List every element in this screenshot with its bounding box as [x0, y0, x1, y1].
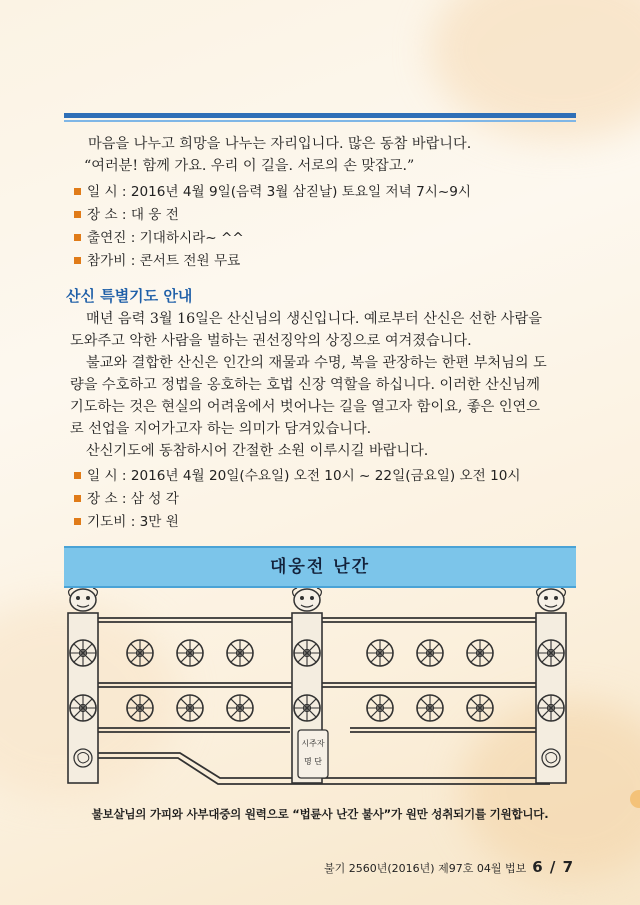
sign-text: 명 단 [304, 757, 322, 766]
top-rule [64, 113, 576, 118]
page-footer [324, 858, 574, 876]
info-value: 2016년 4월 20일(수요일) 오전 10시 ~ 22일(금요일) 오전 10시 [130, 468, 521, 484]
info-item: 기도비 : 3만 원 [74, 512, 179, 532]
info-label: 일 시 [87, 184, 118, 200]
info-label: 출연진 [87, 230, 127, 246]
info-label: 참가비 [87, 253, 127, 269]
paragraph-line: 산신기도에 동참하시어 간절한 소원 이루시길 바랍니다. [86, 443, 429, 459]
paragraph-line: 량을 수호하고 정법을 옹호하는 호법 신장 역할을 하십니다. 이러한 산신님께 [70, 377, 540, 393]
info-item: 참가비 : 콘서트 전원 무료 [74, 251, 240, 271]
bullet-square-icon [74, 495, 81, 502]
bullet-square-icon [74, 234, 81, 241]
info-label: 기도비 [87, 514, 127, 530]
bullet-square-icon [74, 518, 81, 525]
bullet-square-icon [74, 472, 81, 479]
bullet-square-icon [74, 188, 81, 195]
paragraph-line: 불교와 결합한 산신은 인간의 재물과 수명, 복을 관장하는 한편 부처님의 도 [86, 355, 547, 371]
info-item: 출연진 : 기대하시라~ ^^ [74, 228, 244, 248]
info-value: 2016년 4월 9일(음력 3월 삼짇날) 토요일 저녁 7시~9시 [130, 184, 472, 200]
info-value: 3만 원 [139, 514, 179, 530]
sign-text: 시주자 [301, 739, 325, 748]
background-wash [430, 0, 640, 140]
info-value: 기대하시라~ ^^ [139, 230, 244, 246]
paragraph-line: 기도하는 것은 현실의 어려움에서 벗어나는 길을 열고자 함이요, 좋은 인연으 [70, 399, 540, 415]
railing-illustration [60, 588, 580, 788]
info-label: 장 소 [87, 491, 118, 507]
info-item: 일 시 : 2016년 4월 20일(수요일) 오전 10시 ~ 22일(금요일) 오전 10시 [74, 466, 521, 486]
top-rule-thin [64, 120, 576, 122]
illustration-caption: 불보살님의 가피와 사부대중의 원력으로 “법륜사 난간 불사”가 원만 성취되기를 기원합니다. [91, 807, 549, 821]
page-number: 6 / 7 [532, 858, 574, 876]
paragraph-line: 매년 음력 3월 16일은 산신님의 생신입니다. 예로부터 산신은 선한 사람을 [86, 311, 542, 327]
info-value: 대 웅 전 [130, 207, 179, 223]
info-item: 일 시 : 2016년 4월 9일(음력 3월 삼짇날) 토요일 저녁 7시~9시 [74, 182, 471, 202]
bullet-square-icon [74, 211, 81, 218]
info-item: 장 소 : 삼 성 각 [74, 489, 179, 509]
paragraph-line: 로 선업을 지어가고자 하는 의미가 담겨있습니다. [70, 421, 372, 437]
info-item: 장 소 : 대 웅 전 [74, 205, 179, 225]
info-value: 삼 성 각 [130, 491, 179, 507]
info-label: 장 소 [87, 207, 118, 223]
issue-info: 불기 2560년(2016년) 제97호 04월 법보 [324, 862, 527, 875]
paragraph-line: 도와주고 악한 사람을 벌하는 권선징악의 상징으로 여겨졌습니다. [70, 333, 472, 349]
intro-line: 마음을 나누고 희망을 나누는 자리입니다. 많은 동참 바랍니다. [88, 136, 472, 152]
info-value: 콘서트 전원 무료 [139, 253, 241, 269]
banner-title: 대웅전 난간 [64, 546, 576, 588]
bullet-square-icon [74, 257, 81, 264]
info-label: 일 시 [87, 468, 118, 484]
section-heading: 산신 특별기도 안내 [66, 287, 193, 305]
intro-line: “여러분! 함께 가요. 우리 이 길을. 서로의 손 맞잡고.” [84, 158, 415, 174]
